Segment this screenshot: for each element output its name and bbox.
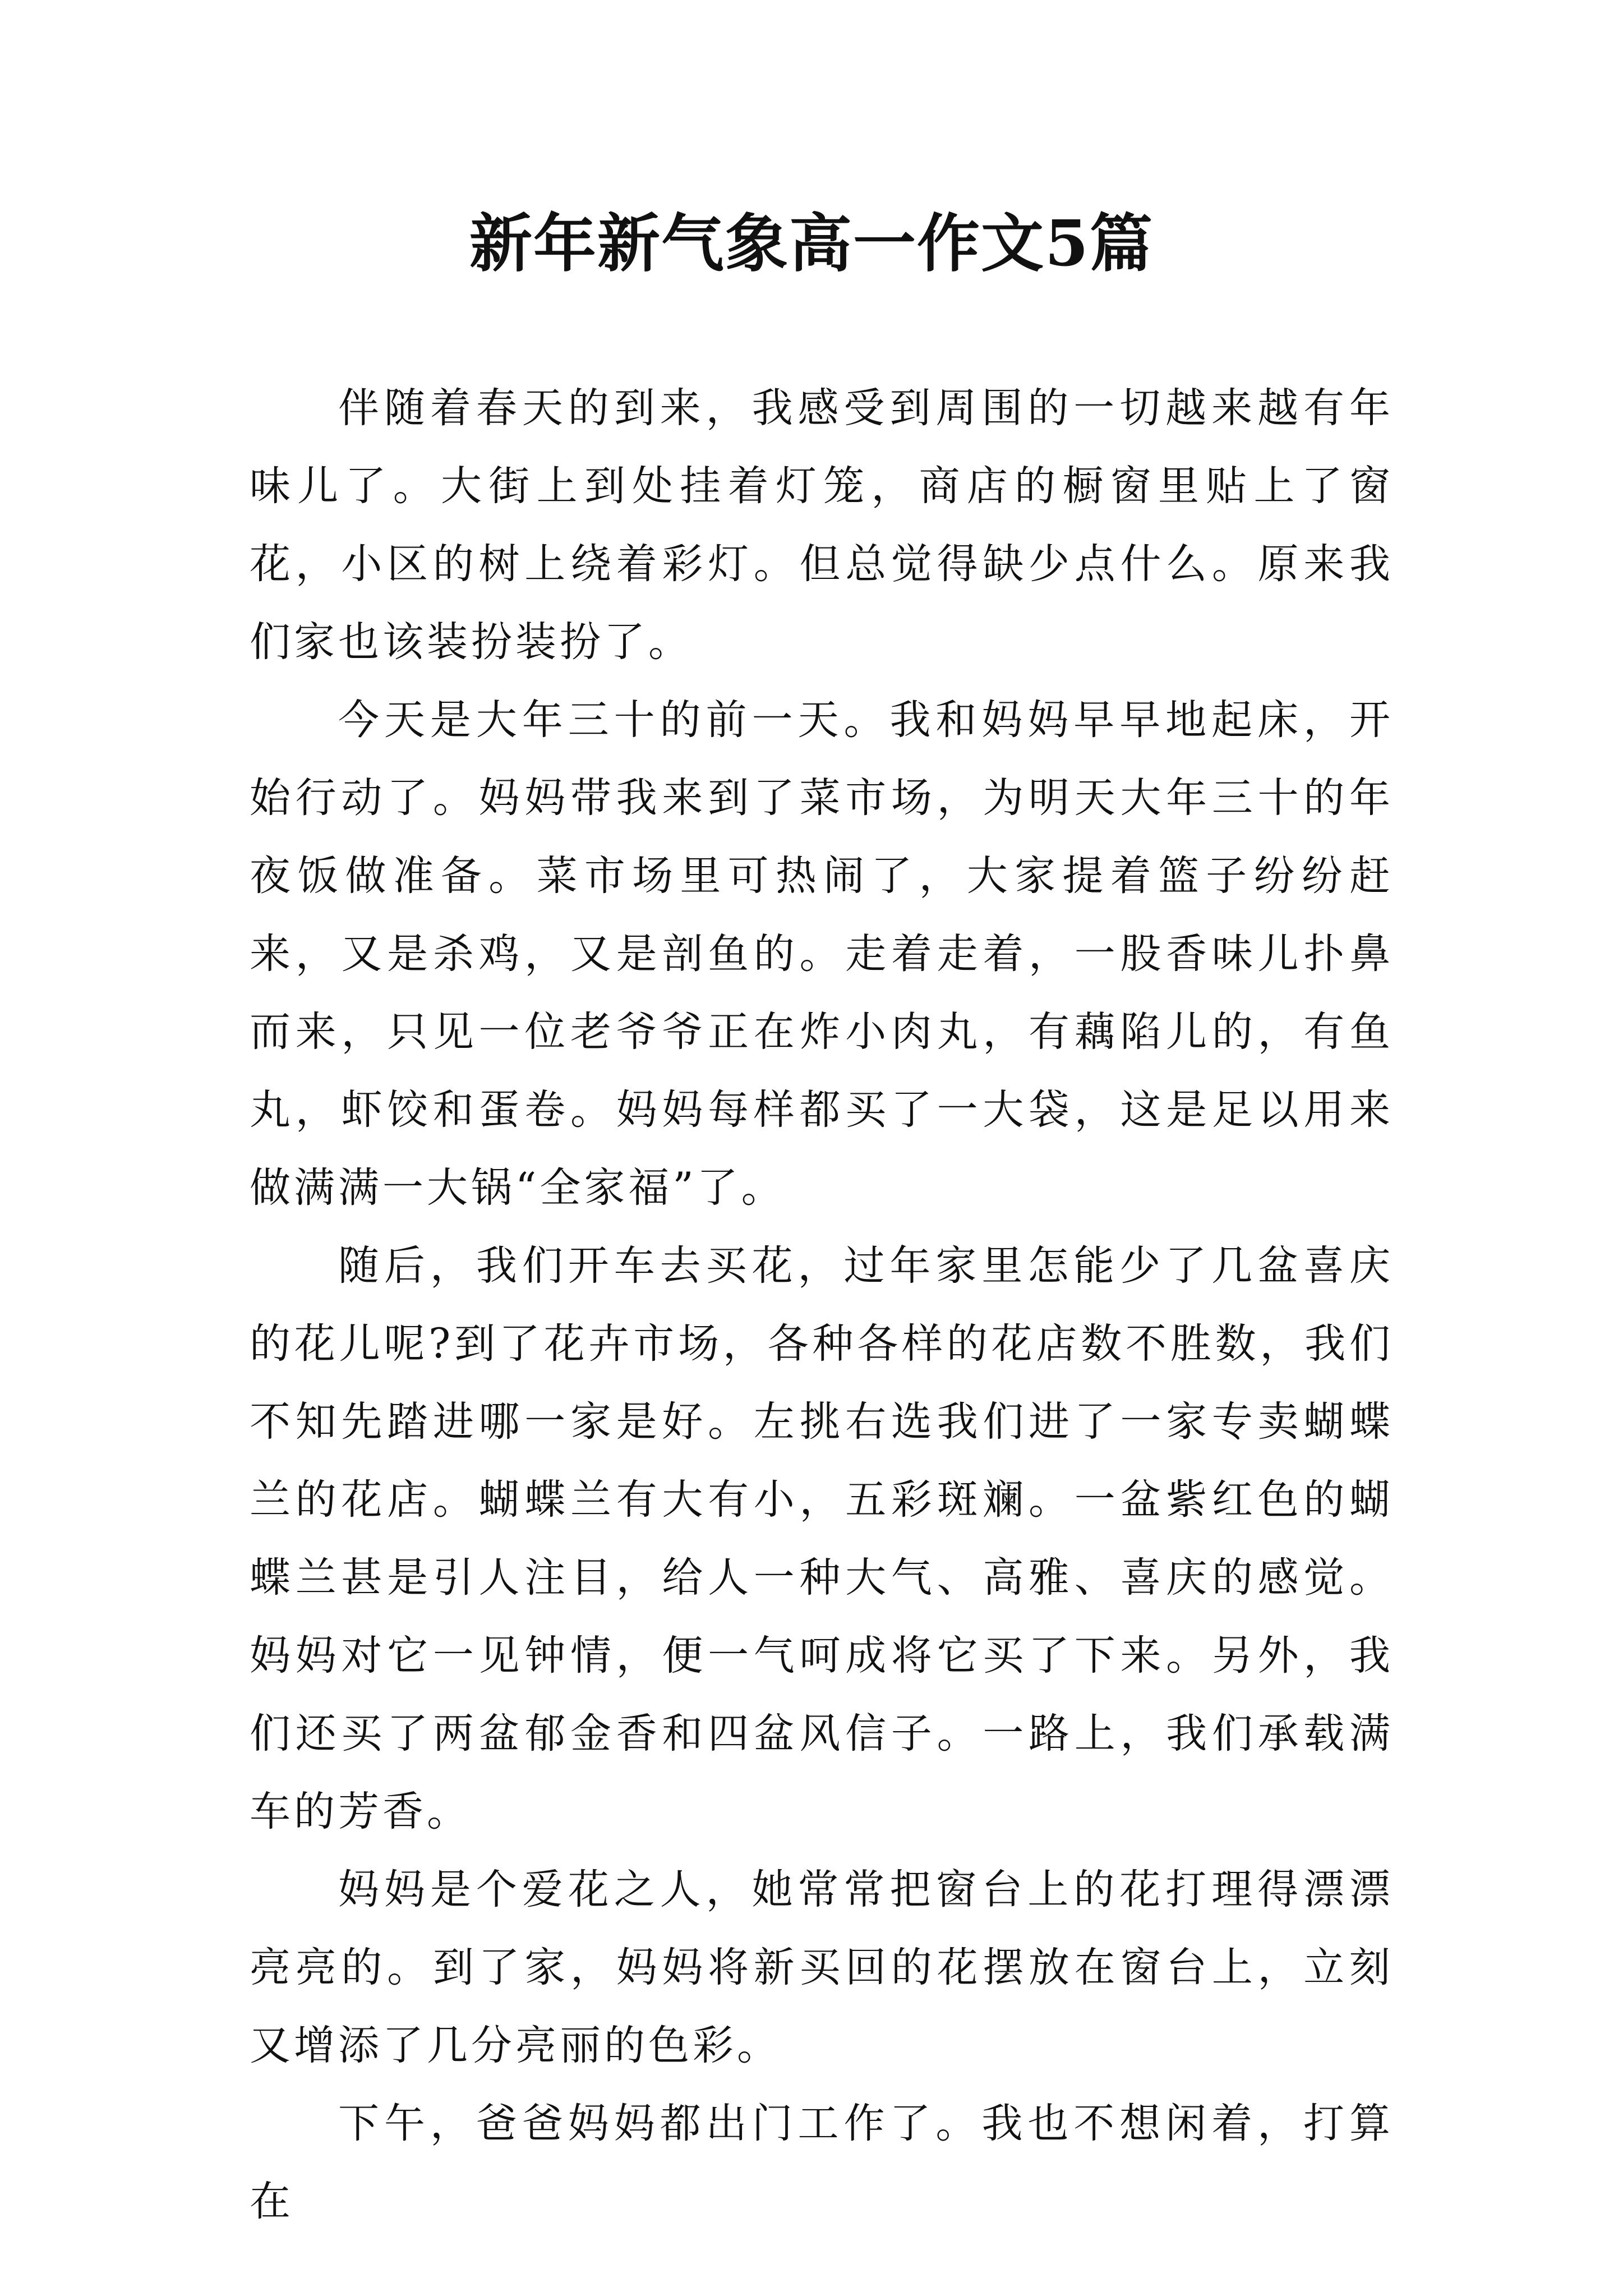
document-body <box>250 369 1394 2240</box>
paragraph: 随后，我们开车去买花，过年家里怎能少了几盆喜庆的花儿呢?到了花卉市场，各种各样的花店数不胜数，我们不知先踏进哪一家是好。左挑右选我们进了一家专卖蝴蝶兰的花店。蝴蝶兰有大有小，五彩斑斓。一盆紫红色的蝴蝶兰甚是引人注目，给人一种大气、高雅、喜庆的感觉。妈妈对它一见钟情，便一气呵成将它买了下来。另外，我们还买了两盆郁金香和四盆风信子。一路上，我们承载满车的芳香。 <box>250 1242 1394 1835</box>
paragraph: 今天是大年三十的前一天。我和妈妈早早地起床，开始行动了。妈妈带我来到了菜市场，为明天大年三十的年夜饭做准备。菜市场里可热闹了，大家提着篮子纷纷赶来，又是杀鸡，又是剖鱼的。走着走着，一股香味儿扑鼻而来，只见一位老爷爷正在炸小肉丸，有藕陷儿的，有鱼丸，虾饺和蛋卷。妈妈每样都买了一大袋，这是足以用来做满满一大锅“全家福”了。 <box>250 696 1394 1212</box>
document-title: 新年新气象高一作文5篇 <box>469 207 1154 280</box>
paragraph: 伴随着春天的到来，我感受到周围的一切越来越有年味儿了。大街上到处挂着灯笼，商店的橱窗里贴上了窗花，小区的树上绕着彩灯。但总觉得缺少点什么。原来我们家也该装扮装扮了。 <box>250 384 1394 666</box>
paragraph: 妈妈是个爱花之人，她常常把窗台上的花打理得漂漂亮亮的。到了家，妈妈将新买回的花摆放在窗台上，立刻又增添了几分亮丽的色彩。 <box>250 1866 1394 2069</box>
paragraph: 下午，爸爸妈妈都出门工作了。我也不想闲着，打算在 <box>250 2100 1394 2225</box>
